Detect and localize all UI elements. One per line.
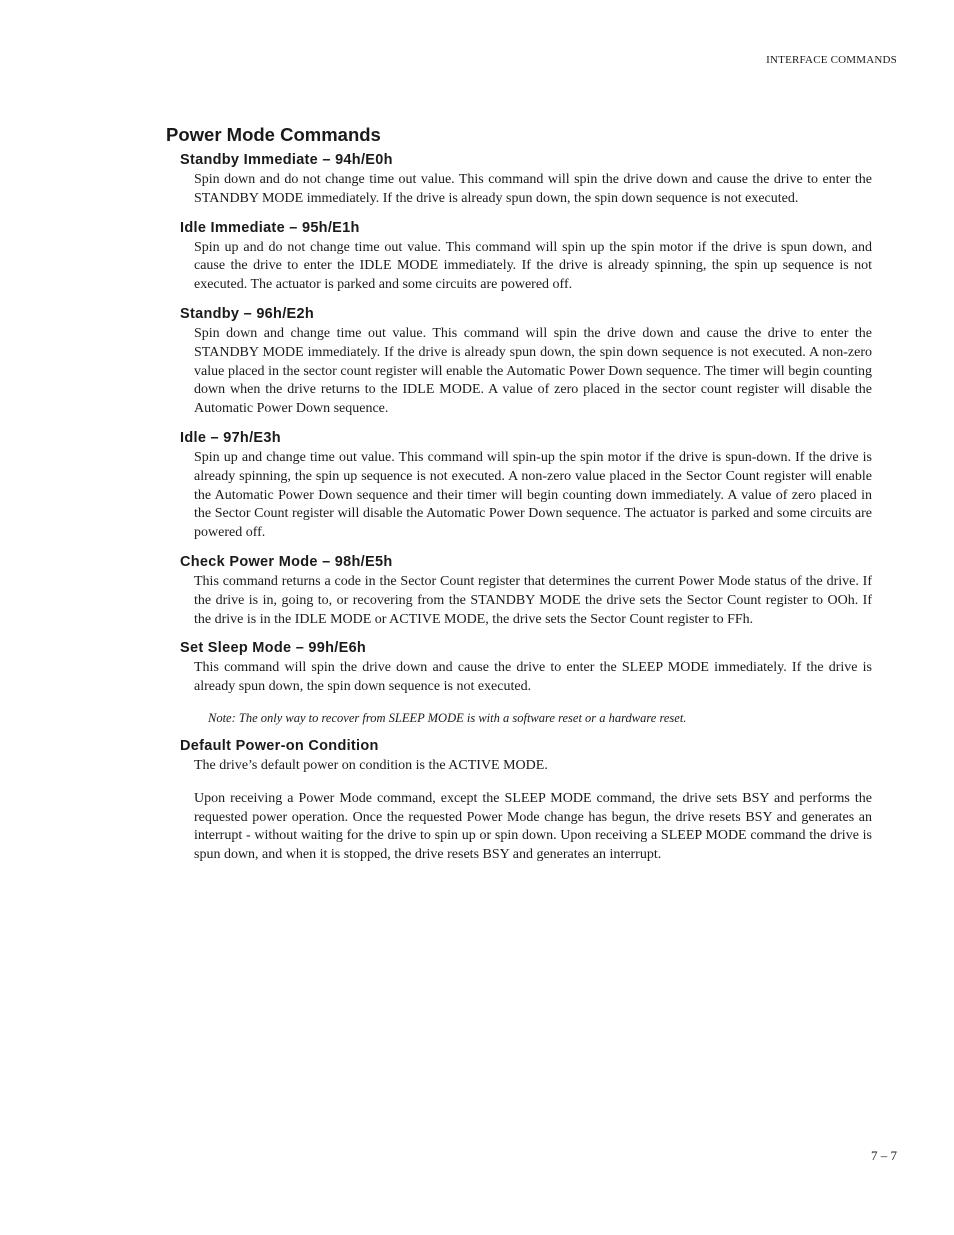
section-body: Spin up and do not change time out value. This command will spin up the spin motor if the drive is spun down, and cause the drive to enter the IDLE MODE immediately. If the drive is already spinning, the spin up sequence is not executed. The actuator is parked and some circuits are powered off. — [194, 239, 872, 293]
section-body: This command will spin the drive down and cause the drive to enter the SLEEP MODE immediately. If the drive is already spun down, the spin down sequence is not executed. — [194, 660, 872, 695]
section-body: Spin down and do not change time out value. This command will spin the drive down and cause the drive to enter the STANDBY MODE immediately. If the drive is already spun down, the spin down sequence is not executed. — [194, 172, 872, 206]
section-standby-immediate — [166, 152, 876, 209]
section-heading: Idle – 97h/E3h — [180, 429, 281, 446]
section-standby — [166, 306, 876, 419]
section-heading: Default Power-on Condition — [180, 737, 379, 754]
page-content — [166, 124, 876, 876]
section-idle — [166, 430, 876, 543]
section-heading: Standby – 96h/E2h — [180, 305, 315, 322]
section-body: The drive’s default power on condition is the ACTIVE MODE. — [194, 757, 548, 773]
running-header: INTERFACE COMMANDS — [766, 54, 897, 66]
section-set-sleep-mode — [166, 640, 876, 726]
section-heading: Check Power Mode – 98h/E5h — [180, 553, 393, 570]
section-heading: Set Sleep Mode – 99h/E6h — [180, 640, 367, 657]
section-body: This command returns a code in the Sector Count register that determines the current Power Mode status of the drive. If the drive is in, going to, or recovering from the STANDBY MODE the drive sets the Sector Count register to OOh. If the drive is in the IDLE MODE or ACTIVE MODE, the drive sets the Sector Count register to FFh. — [194, 573, 872, 627]
section-body: Upon receiving a Power Mode command, except the SLEEP MODE command, the drive sets BSY and performs the requested power operation. Once the requested Power Mode change has begun, the drive resets BSY and generates an interrupt - without waiting for the drive to spin up or spin down. Upon receiving a SLEEP MODE command the drive is spun down, and when it is stopped, the drive resets BSY and generates an interrupt. — [194, 790, 872, 863]
section-body: Spin up and change time out value. This command will spin-up the spin motor if the drive is spun-down. If the drive is already spinning, the spin up sequence is not executed. A non-zero value placed in the Sector Count register will enable the Automatic Power Down sequence and their timer will begin counting down immediately. A value of zero placed in the Sector Count register will disable the Automatic Power Down sequence. The actuator is parked and some circuits are powered off. — [194, 449, 872, 541]
page-title: Power Mode Commands — [166, 124, 381, 145]
sleep-mode-note: Note: The only way to recover from SLEEP MODE is with a software reset or a hardware reset. — [208, 710, 687, 725]
section-default-power-on — [166, 738, 876, 865]
section-idle-immediate — [166, 220, 876, 295]
section-heading: Standby Immediate – 94h/E0h — [180, 152, 393, 168]
section-check-power-mode — [166, 554, 876, 629]
section-body: Spin down and change time out value. This command will spin the drive down and cause the drive to enter the STANDBY MODE immediately. If the drive is already spun down, the spin down sequence is not executed. A non-zero value placed in the sector count register will enable the Automatic Power Down sequence. The timer will begin counting down when the drive returns to the IDLE MODE. A value of zero placed in the sector count register will disable the Automatic Power Down sequence. — [194, 325, 872, 417]
section-heading: Idle Immediate – 95h/E1h — [180, 219, 360, 236]
page-number: 7 – 7 — [871, 1148, 897, 1163]
